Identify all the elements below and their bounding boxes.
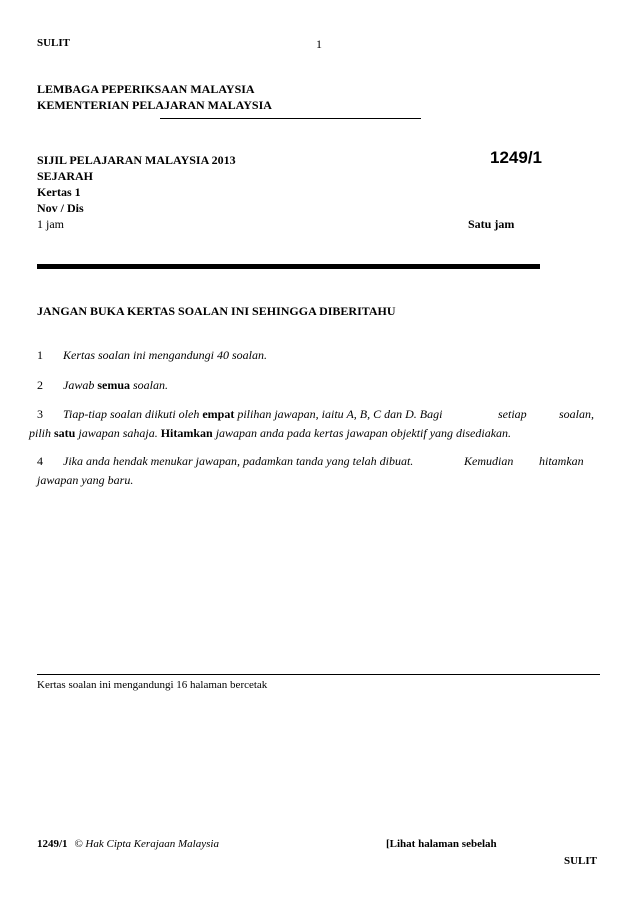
paper-code: 1249/1 (490, 148, 542, 167)
instruction-3-bold-empat: empat (202, 407, 235, 421)
instruction-2-pre: Jawab (63, 378, 98, 392)
footer-sulit: SULIT (564, 855, 598, 867)
instruction-3-g: jawapan sahaja. (75, 426, 161, 440)
footer-left (37, 838, 219, 850)
instruction-2-number: 2 (37, 378, 43, 392)
board-name: LEMBAGA PEPERIKSAAN MALAYSIA (37, 82, 255, 96)
instruction-4-hitamkan: hitamkan (539, 454, 584, 468)
thick-divider (37, 264, 540, 269)
instruction-4-number: 4 (37, 454, 43, 468)
instruction-2-bold: semua (97, 378, 131, 392)
instruction-4-d: jawapan yang baru. (37, 473, 134, 487)
instruction-3-f: pilih (29, 426, 55, 440)
instruction-3 (29, 405, 597, 443)
exam-title: SIJIL PELAJARAN MALAYSIA 2013 (37, 153, 236, 167)
instruction-3-a: Tiap-tiap soalan diikuti oleh (63, 407, 203, 421)
instruction-1-text: Kertas soalan ini mengandungi 40 soalan. (63, 348, 268, 362)
pages-note: Kertas soalan ini mengandungi 16 halaman bercetak (37, 679, 268, 691)
footer-code: 1249/1 (37, 838, 68, 850)
instruction-2 (37, 376, 597, 395)
exam-duration: 1 jam (37, 217, 64, 231)
instruction-2-post: soalan. (130, 378, 169, 392)
instruction-3-h: jawapan anda pada kertas jawapan objektif yang disediakan. (212, 426, 512, 440)
instruction-3-setiap: setiap (498, 407, 527, 421)
duration-words: Satu jam (468, 217, 515, 231)
instruction-1-number: 1 (37, 348, 43, 362)
instruction-3-bold-satu: satu (54, 426, 76, 440)
board-underline (160, 118, 421, 119)
header-sulit: SULIT (37, 37, 71, 49)
bottom-divider (37, 674, 600, 675)
exam-subject: SEJARAH (37, 169, 94, 183)
next-page-note: [Lihat halaman sebelah (386, 838, 497, 850)
instruction-3-soalan: soalan, (559, 407, 595, 421)
warning-text: JANGAN BUKA KERTAS SOALAN INI SEHINGGA DIBERITAHU (37, 304, 396, 318)
instruction-1 (37, 346, 597, 365)
page-number: 1 (316, 37, 322, 51)
instruction-4 (37, 452, 597, 490)
footer-copyright: © Hak Cipta Kerajaan Malaysia (74, 838, 219, 850)
ministry-name: KEMENTERIAN PELAJARAN MALAYSIA (37, 98, 272, 112)
instruction-3-c: pilihan jawapan, iaitu A, B, C dan D. Bagi (234, 407, 443, 421)
instruction-3-number: 3 (37, 407, 43, 421)
exam-paper: Kertas 1 (37, 185, 81, 199)
exam-session: Nov / Dis (37, 201, 84, 215)
instruction-3-bold-hitamkan: Hitamkan (160, 426, 213, 440)
instruction-4-kemudian: Kemudian (464, 454, 514, 468)
instruction-4-a: Jika anda hendak menukar jawapan, padamkan tanda yang telah dibuat. (63, 454, 414, 468)
